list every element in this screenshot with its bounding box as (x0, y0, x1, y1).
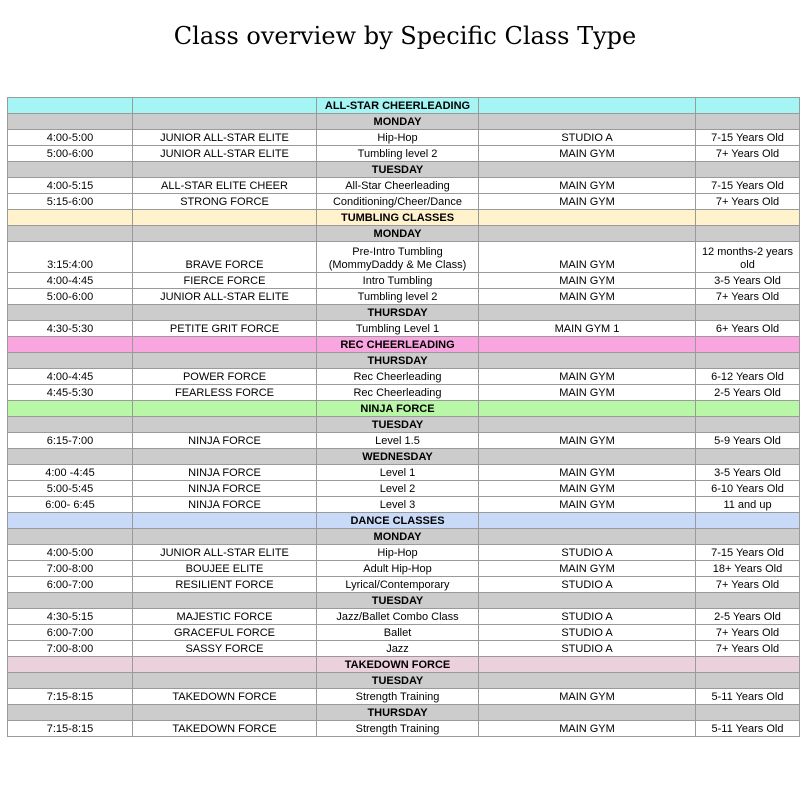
day-header-cell (696, 705, 800, 721)
day-label: MONDAY (317, 226, 479, 242)
day-header-row (8, 417, 800, 433)
day-header-cell (479, 449, 696, 465)
class-row (8, 194, 800, 210)
day-header-cell (479, 417, 696, 433)
day-header-cell (696, 114, 800, 130)
location-cell: STUDIO A (479, 130, 696, 146)
day-header-cell (133, 353, 317, 369)
team-cell: NINJA FORCE (133, 433, 317, 449)
time-cell: 5:00-6:00 (8, 289, 133, 305)
team-cell: FEARLESS FORCE (133, 385, 317, 401)
ages-cell: 18+ Years Old (696, 561, 800, 577)
class-cell: All-Star Cheerleading (317, 178, 479, 194)
class-cell: Level 1.5 (317, 433, 479, 449)
location-cell: MAIN GYM (479, 194, 696, 210)
section-header-cell (8, 337, 133, 353)
team-cell: JUNIOR ALL-STAR ELITE (133, 130, 317, 146)
day-header-cell (696, 673, 800, 689)
time-cell: 4:30-5:30 (8, 321, 133, 337)
day-header-cell (696, 162, 800, 178)
day-header-row (8, 705, 800, 721)
day-header-cell (479, 529, 696, 545)
class-cell: Hip-Hop (317, 545, 479, 561)
team-cell: JUNIOR ALL-STAR ELITE (133, 545, 317, 561)
class-cell: Intro Tumbling (317, 273, 479, 289)
section-header-cell (133, 98, 317, 114)
ages-cell: 7-15 Years Old (696, 130, 800, 146)
section-header-cell (133, 657, 317, 673)
class-cell: Jazz (317, 641, 479, 657)
day-header-cell (133, 673, 317, 689)
section-header-cell (8, 401, 133, 417)
class-row (8, 385, 800, 401)
day-header-row (8, 162, 800, 178)
class-row (8, 497, 800, 513)
time-cell: 6:00- 6:45 (8, 497, 133, 513)
section-header-row (8, 98, 800, 114)
section-header-cell (133, 513, 317, 529)
class-row (8, 289, 800, 305)
team-cell: NINJA FORCE (133, 465, 317, 481)
section-header-cell (8, 98, 133, 114)
location-cell: MAIN GYM (479, 273, 696, 289)
day-header-row (8, 305, 800, 321)
day-header-cell (479, 673, 696, 689)
day-header-cell (133, 593, 317, 609)
time-cell: 5:00-6:00 (8, 146, 133, 162)
location-cell: STUDIO A (479, 545, 696, 561)
section-header-cell (696, 210, 800, 226)
day-header-cell (696, 529, 800, 545)
day-label: THURSDAY (317, 705, 479, 721)
class-row (8, 178, 800, 194)
section-header-cell (696, 337, 800, 353)
ages-cell: 6-10 Years Old (696, 481, 800, 497)
time-cell: 4:00-5:00 (8, 545, 133, 561)
class-row (8, 433, 800, 449)
ages-cell: 2-5 Years Old (696, 385, 800, 401)
location-cell: MAIN GYM (479, 465, 696, 481)
class-cell: Level 3 (317, 497, 479, 513)
time-cell: 7:15-8:15 (8, 689, 133, 705)
day-header-cell (8, 353, 133, 369)
time-cell: 6:00-7:00 (8, 577, 133, 593)
class-cell: Level 1 (317, 465, 479, 481)
time-cell: 3:15:4:00 (8, 242, 133, 273)
class-cell: Strength Training (317, 689, 479, 705)
class-row (8, 146, 800, 162)
location-cell: STUDIO A (479, 625, 696, 641)
day-header-cell (479, 305, 696, 321)
day-header-cell (479, 593, 696, 609)
day-header-cell (479, 114, 696, 130)
ages-cell: 7+ Years Old (696, 625, 800, 641)
location-cell: MAIN GYM (479, 433, 696, 449)
day-label: THURSDAY (317, 305, 479, 321)
class-row (8, 625, 800, 641)
section-header-cell (479, 210, 696, 226)
section-header-cell (696, 98, 800, 114)
day-label: THURSDAY (317, 353, 479, 369)
class-cell: Hip-Hop (317, 130, 479, 146)
day-header-cell (133, 114, 317, 130)
day-header-cell (8, 593, 133, 609)
time-cell: 4:00-4:45 (8, 369, 133, 385)
ages-cell: 7+ Years Old (696, 289, 800, 305)
day-header-cell (696, 417, 800, 433)
section-header-cell (479, 98, 696, 114)
class-row (8, 689, 800, 705)
location-cell: MAIN GYM (479, 369, 696, 385)
class-cell: Tumbling level 2 (317, 146, 479, 162)
time-cell: 4:00-5:00 (8, 130, 133, 146)
day-header-cell (479, 705, 696, 721)
day-label: MONDAY (317, 114, 479, 130)
time-cell: 7:00-8:00 (8, 561, 133, 577)
time-cell: 5:00-5:45 (8, 481, 133, 497)
section-header-cell (8, 513, 133, 529)
ages-cell: 7+ Years Old (696, 194, 800, 210)
team-cell: POWER FORCE (133, 369, 317, 385)
time-cell: 5:15-6:00 (8, 194, 133, 210)
location-cell: MAIN GYM (479, 481, 696, 497)
ages-cell: 11 and up (696, 497, 800, 513)
team-cell: GRACEFUL FORCE (133, 625, 317, 641)
team-cell: JUNIOR ALL-STAR ELITE (133, 146, 317, 162)
section-title: TUMBLING CLASSES (317, 210, 479, 226)
ages-cell: 3-5 Years Old (696, 465, 800, 481)
team-cell: ALL-STAR ELITE CHEER (133, 178, 317, 194)
class-row (8, 561, 800, 577)
class-row (8, 369, 800, 385)
day-header-cell (479, 226, 696, 242)
section-header-cell (479, 513, 696, 529)
class-cell: Conditioning/Cheer/Dance (317, 194, 479, 210)
ages-cell: 5-11 Years Old (696, 689, 800, 705)
day-header-cell (133, 417, 317, 433)
location-cell: MAIN GYM (479, 721, 696, 737)
day-header-row (8, 449, 800, 465)
day-header-cell (133, 705, 317, 721)
class-cell: Rec Cheerleading (317, 385, 479, 401)
ages-cell: 7+ Years Old (696, 577, 800, 593)
location-cell: MAIN GYM (479, 385, 696, 401)
section-title: DANCE CLASSES (317, 513, 479, 529)
day-header-cell (8, 162, 133, 178)
section-header-cell (696, 513, 800, 529)
class-cell: Pre-Intro Tumbling (MommyDaddy & Me Class) (317, 242, 479, 273)
team-cell: MAJESTIC FORCE (133, 609, 317, 625)
team-cell: SASSY FORCE (133, 641, 317, 657)
day-header-cell (696, 449, 800, 465)
time-cell: 4:30-5:15 (8, 609, 133, 625)
ages-cell: 7-15 Years Old (696, 178, 800, 194)
team-cell: TAKEDOWN FORCE (133, 689, 317, 705)
section-header-cell (133, 401, 317, 417)
location-cell: MAIN GYM (479, 178, 696, 194)
class-cell: Adult Hip-Hop (317, 561, 479, 577)
day-header-cell (133, 226, 317, 242)
section-header-cell (8, 657, 133, 673)
location-cell: MAIN GYM (479, 689, 696, 705)
day-header-cell (8, 529, 133, 545)
section-header-cell (8, 210, 133, 226)
ages-cell: 5-11 Years Old (696, 721, 800, 737)
day-label: WEDNESDAY (317, 449, 479, 465)
class-row (8, 721, 800, 737)
section-header-row (8, 210, 800, 226)
time-cell: 6:00-7:00 (8, 625, 133, 641)
location-cell: STUDIO A (479, 577, 696, 593)
section-title: REC CHEERLEADING (317, 337, 479, 353)
team-cell: JUNIOR ALL-STAR ELITE (133, 289, 317, 305)
day-header-cell (696, 353, 800, 369)
section-header-cell (479, 657, 696, 673)
day-label: TUESDAY (317, 417, 479, 433)
location-cell: MAIN GYM (479, 242, 696, 273)
team-cell: NINJA FORCE (133, 481, 317, 497)
location-cell: MAIN GYM 1 (479, 321, 696, 337)
day-header-cell (8, 673, 133, 689)
location-cell: STUDIO A (479, 609, 696, 625)
time-cell: 4:45-5:30 (8, 385, 133, 401)
time-cell: 4:00 -4:45 (8, 465, 133, 481)
day-header-cell (133, 305, 317, 321)
day-header-cell (8, 114, 133, 130)
day-header-row (8, 529, 800, 545)
location-cell: MAIN GYM (479, 146, 696, 162)
day-header-cell (696, 593, 800, 609)
ages-cell: 6+ Years Old (696, 321, 800, 337)
day-header-row (8, 673, 800, 689)
day-label: TUESDAY (317, 673, 479, 689)
day-header-cell (479, 162, 696, 178)
ages-cell: 6-12 Years Old (696, 369, 800, 385)
day-header-cell (8, 417, 133, 433)
class-cell: Jazz/Ballet Combo Class (317, 609, 479, 625)
day-header-cell (8, 705, 133, 721)
location-cell: STUDIO A (479, 641, 696, 657)
section-header-cell (133, 337, 317, 353)
day-header-cell (479, 353, 696, 369)
team-cell: PETITE GRIT FORCE (133, 321, 317, 337)
section-header-cell (696, 657, 800, 673)
class-cell: Rec Cheerleading (317, 369, 479, 385)
section-title: NINJA FORCE (317, 401, 479, 417)
class-row (8, 130, 800, 146)
team-cell: RESILIENT FORCE (133, 577, 317, 593)
time-cell: 7:15-8:15 (8, 721, 133, 737)
class-row (8, 577, 800, 593)
day-header-cell (8, 226, 133, 242)
day-label: TUESDAY (317, 162, 479, 178)
section-header-cell (696, 401, 800, 417)
ages-cell: 7+ Years Old (696, 641, 800, 657)
team-cell: BOUJEE ELITE (133, 561, 317, 577)
class-row (8, 273, 800, 289)
team-cell: STRONG FORCE (133, 194, 317, 210)
day-header-cell (8, 305, 133, 321)
ages-cell: 7-15 Years Old (696, 545, 800, 561)
class-row (8, 481, 800, 497)
location-cell: MAIN GYM (479, 497, 696, 513)
day-label: TUESDAY (317, 593, 479, 609)
section-title: TAKEDOWN FORCE (317, 657, 479, 673)
team-cell: FIERCE FORCE (133, 273, 317, 289)
class-row (8, 321, 800, 337)
class-row (8, 242, 800, 273)
section-header-row (8, 513, 800, 529)
day-header-cell (8, 449, 133, 465)
class-cell: Level 2 (317, 481, 479, 497)
ages-cell: 7+ Years Old (696, 146, 800, 162)
time-cell: 4:00-4:45 (8, 273, 133, 289)
class-row (8, 641, 800, 657)
class-schedule-table (7, 97, 800, 737)
class-cell: Ballet (317, 625, 479, 641)
location-cell: MAIN GYM (479, 561, 696, 577)
page-title: Class overview by Specific Class Type (173, 22, 637, 50)
section-title: ALL-STAR CHEERLEADING (317, 98, 479, 114)
time-cell: 6:15-7:00 (8, 433, 133, 449)
location-cell: MAIN GYM (479, 289, 696, 305)
day-header-row (8, 593, 800, 609)
section-header-row (8, 657, 800, 673)
time-cell: 7:00-8:00 (8, 641, 133, 657)
team-cell: NINJA FORCE (133, 497, 317, 513)
class-cell: Tumbling level 2 (317, 289, 479, 305)
section-header-cell (479, 401, 696, 417)
ages-cell: 3-5 Years Old (696, 273, 800, 289)
ages-cell: 5-9 Years Old (696, 433, 800, 449)
day-label: MONDAY (317, 529, 479, 545)
team-cell: BRAVE FORCE (133, 242, 317, 273)
section-header-cell (479, 337, 696, 353)
section-header-row (8, 337, 800, 353)
day-header-row (8, 226, 800, 242)
day-header-cell (133, 529, 317, 545)
day-header-row (8, 114, 800, 130)
team-cell: TAKEDOWN FORCE (133, 721, 317, 737)
class-cell: Tumbling Level 1 (317, 321, 479, 337)
day-header-cell (133, 162, 317, 178)
day-header-cell (133, 449, 317, 465)
class-row (8, 609, 800, 625)
day-header-row (8, 353, 800, 369)
section-header-row (8, 401, 800, 417)
ages-cell: 12 months-2 years old (696, 242, 800, 273)
time-cell: 4:00-5:15 (8, 178, 133, 194)
day-header-cell (696, 226, 800, 242)
day-header-cell (696, 305, 800, 321)
section-header-cell (133, 210, 317, 226)
ages-cell: 2-5 Years Old (696, 609, 800, 625)
class-cell: Strength Training (317, 721, 479, 737)
class-cell: Lyrical/Contemporary (317, 577, 479, 593)
class-row (8, 545, 800, 561)
class-row (8, 465, 800, 481)
